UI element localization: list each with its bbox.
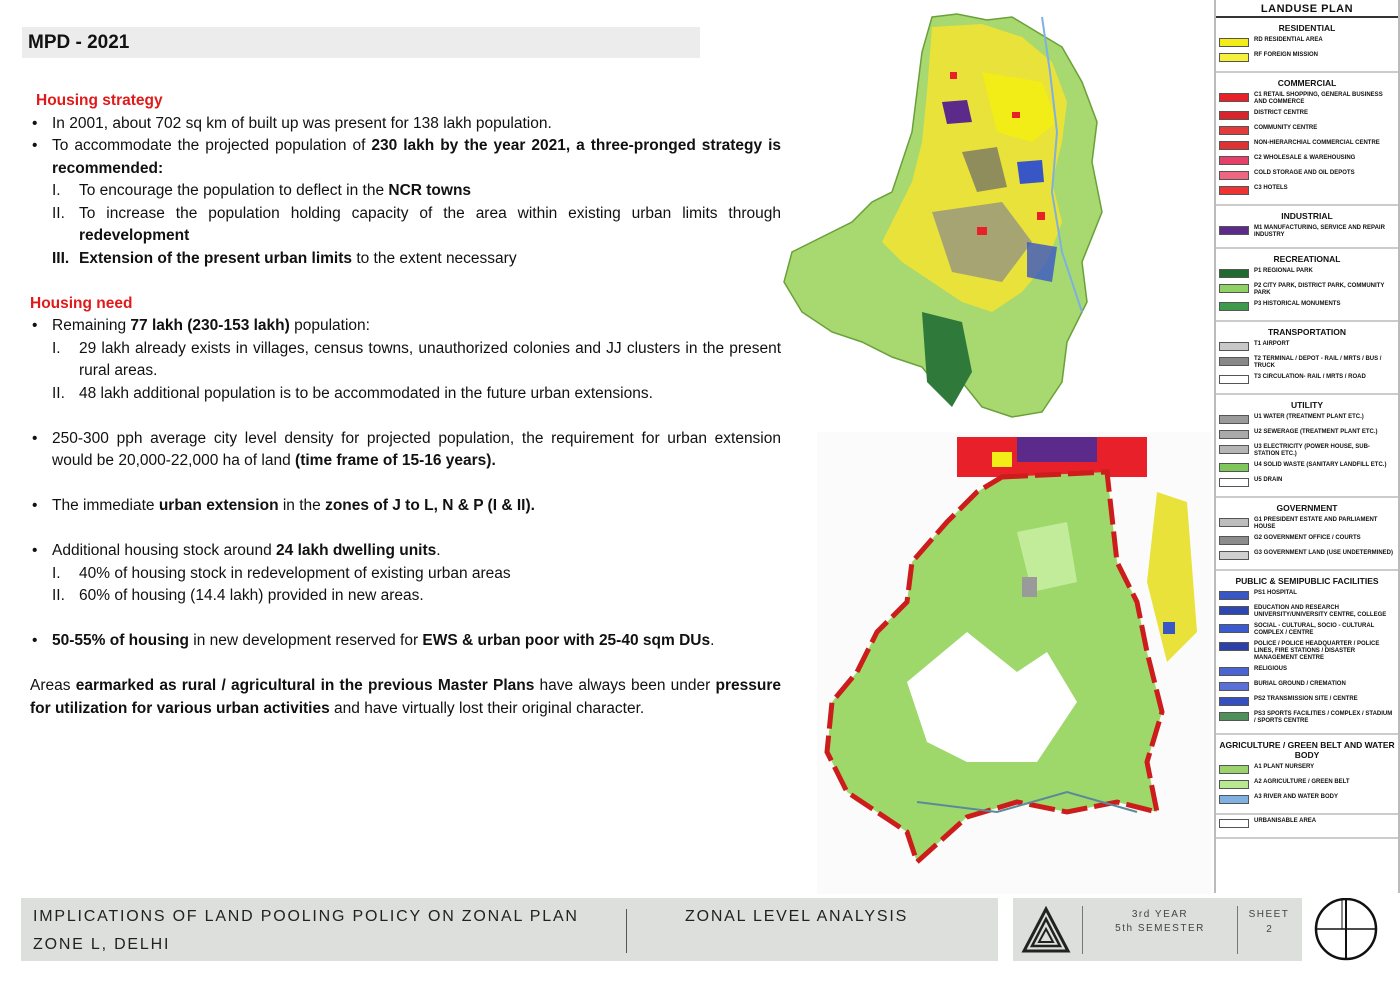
triangle-logo-icon — [1021, 906, 1071, 954]
legend-swatch — [1219, 591, 1249, 600]
legend-group — [1216, 18, 1398, 73]
sub-item-ncr: I. To encourage the population to deflect in the NCR towns — [52, 182, 472, 199]
legend-swatch — [1219, 302, 1249, 311]
legend-item — [1219, 92, 1395, 106]
legend-item-label: URBANISABLE AREA — [1254, 818, 1317, 824]
legend-swatch — [1219, 642, 1249, 651]
legend-item-label: C3 HOTELS — [1254, 185, 1288, 191]
legend-swatch — [1219, 712, 1249, 721]
legend-swatch — [1219, 606, 1249, 615]
legend-item — [1219, 444, 1395, 458]
legend-swatch — [1219, 667, 1249, 676]
legend-swatch — [1219, 126, 1249, 135]
legend-item-label: M1 MANUFACTURING, SERVICE AND REPAIR INDUSTRY — [1254, 225, 1385, 238]
legend-item — [1219, 170, 1395, 181]
legend-item-label: POLICE / POLICE HEADQUARTER / POLICE LINES, FIRE STATIONS / DISASTER MANAGEMENT CENTRE — [1254, 641, 1380, 661]
legend-swatch — [1219, 682, 1249, 691]
legend-item — [1219, 140, 1395, 151]
footer-info-block — [1013, 898, 1302, 961]
legend-group — [1216, 249, 1398, 322]
housing-need-heading: Housing need — [30, 294, 133, 312]
footer-sheet-label: SHEET — [1248, 909, 1290, 920]
sub-item-new-areas: II. 60% of housing (14.4 lakh) provided in new areas. — [52, 587, 424, 604]
bullet-housing-stock: • Additional housing stock around 24 lakh dwelling units. — [30, 540, 781, 563]
legend-item-label: A1 PLANT NURSERY — [1254, 764, 1315, 770]
legend-swatch — [1219, 186, 1249, 195]
legend-item — [1219, 462, 1395, 473]
legend-item-label: T2 TERMINAL / DEPOT - RAIL / MRTS / BUS / TRUCK — [1254, 356, 1382, 369]
legend-group — [1216, 815, 1398, 839]
legend-swatch — [1219, 226, 1249, 235]
legend-item-label: C2 WHOLESALE & WAREHOUSING — [1254, 155, 1356, 161]
legend-item-label: RF FOREIGN MISSION — [1254, 52, 1319, 58]
legend-swatch — [1219, 38, 1249, 47]
legend-swatch — [1219, 375, 1249, 384]
legend-group — [1216, 735, 1398, 815]
legend-item-label: A3 RIVER AND WATER BODY — [1254, 794, 1339, 800]
legend-item — [1219, 550, 1395, 561]
legend-swatch — [1219, 536, 1249, 545]
legend-item — [1219, 794, 1395, 805]
legend-item-label: U1 WATER (TREATMENT PLANT ETC.) — [1254, 414, 1364, 420]
legend-group-title: RESIDENTIAL — [1278, 23, 1336, 33]
legend-swatch — [1219, 342, 1249, 351]
sub-item-redevelopment-stock: I. 40% of housing stock in redevelopment of existing urban areas — [52, 564, 511, 582]
text-content — [30, 90, 781, 720]
legend-swatch — [1219, 819, 1249, 828]
legend-item-label: PS2 TRANSMISSION SITE / CENTRE — [1254, 696, 1358, 702]
legend-group-title: AGRICULTURE / GREEN BELT AND WATER BODY — [1219, 740, 1395, 760]
legend-item — [1219, 374, 1395, 385]
legend-item — [1219, 225, 1395, 239]
bullet-builtup: • In 2001, about 702 sq km of built up was present for 138 lakh population. — [30, 113, 781, 136]
legend-item — [1219, 356, 1395, 370]
landuse-legend — [1214, 0, 1400, 893]
housing-strategy-heading: Housing strategy — [36, 92, 163, 109]
legend-swatch — [1219, 415, 1249, 424]
legend-item-label: DISTRICT CENTRE — [1254, 110, 1308, 116]
legend-swatch — [1219, 430, 1249, 439]
legend-item-label: RELIGIOUS — [1254, 666, 1288, 672]
legend-item — [1219, 341, 1395, 352]
legend-swatch — [1219, 463, 1249, 472]
legend-item — [1219, 414, 1395, 425]
legend-item-label: U4 SOLID WASTE (SANITARY LANDFILL ETC.) — [1254, 462, 1387, 468]
legend-item — [1219, 681, 1395, 692]
legend-item — [1219, 301, 1395, 312]
legend-item — [1219, 268, 1395, 279]
legend-swatch — [1219, 551, 1249, 560]
zone-l-map — [817, 432, 1212, 894]
legend-item — [1219, 283, 1395, 297]
bullet-projected-population: • To accommodate the projected population of 230 lakh by the year 2021, a three-pronged strategy is recommended: — [30, 135, 781, 180]
legend-item-label: A2 AGRICULTURE / GREEN BELT — [1254, 779, 1350, 785]
legend-item-label: G3 GOVERNMENT LAND (USE UNDETERMINED) — [1254, 550, 1394, 556]
legend-item-label: G2 GOVERNMENT OFFICE / COURTS — [1254, 535, 1361, 541]
page-title: MPD - 2021 — [28, 32, 130, 53]
legend-swatch — [1219, 478, 1249, 487]
legend-title: LANDUSE PLAN — [1216, 0, 1398, 18]
legend-swatch — [1219, 171, 1249, 180]
legend-swatch — [1219, 53, 1249, 62]
bullet-urban-extension: • The immediate urban extension in the zones of J to L, N & P (I & II). — [30, 495, 781, 518]
legend-item — [1219, 429, 1395, 440]
legend-swatch — [1219, 697, 1249, 706]
bullet-density: • 250-300 pph average city level density for projected population, the requirement for urban extension would be 20,000-22,000 ha of land (time frame of 15-16 years). — [30, 428, 781, 473]
legend-item-label: BURIAL GROUND / CREMATION — [1254, 681, 1346, 687]
legend-swatch — [1219, 156, 1249, 165]
legend-item — [1219, 623, 1395, 637]
legend-item-label: U2 SEWERAGE (TREATMENT PLANT ETC.) — [1254, 429, 1378, 435]
legend-item — [1219, 37, 1395, 48]
legend-item — [1219, 666, 1395, 677]
legend-group — [1216, 73, 1398, 206]
legend-swatch — [1219, 624, 1249, 633]
footer-zone: ZONE L, DELHI — [33, 936, 171, 953]
legend-swatch — [1219, 795, 1249, 804]
legend-item — [1219, 779, 1395, 790]
footer-semester: 5th SEMESTER — [1115, 923, 1205, 934]
legend-swatch — [1219, 357, 1249, 366]
legend-group-title: UTILITY — [1290, 400, 1324, 410]
legend-group-title: GOVERNMENT — [1276, 503, 1338, 513]
legend-group — [1216, 395, 1398, 498]
legend-item-label: PS1 HOSPITAL — [1254, 590, 1297, 596]
legend-group — [1216, 498, 1398, 571]
legend-item-label: G1 PRESIDENT ESTATE AND PARLIAMENT HOUSE — [1254, 517, 1378, 530]
legend-item-label: EDUCATION AND RESEARCH UNIVERSITY/UNIVERSITY CENTRE, COLLEGE — [1254, 605, 1387, 618]
legend-item-label: T1 AIRPORT — [1254, 341, 1290, 347]
legend-item — [1219, 185, 1395, 196]
legend-item-label: P3 HISTORICAL MONUMENTS — [1254, 301, 1341, 307]
legend-item-label: U3 ELECTRICITY (POWER HOUSE, SUB-STATION ETC.) — [1254, 444, 1370, 457]
legend-item-label: RD RESIDENTIAL AREA — [1254, 37, 1323, 43]
legend-swatch — [1219, 780, 1249, 789]
legend-item — [1219, 641, 1395, 662]
legend-item-label: C1 RETAIL SHOPPING, GENERAL BUSINESS AND COMMERCE — [1254, 92, 1383, 105]
legend-item-label: P1 REGIONAL PARK — [1254, 268, 1313, 274]
legend-item-label: SOCIAL - CULTURAL, SOCIO - CULTURAL COMPLEX / CENTRE — [1254, 623, 1375, 636]
legend-item — [1219, 125, 1395, 136]
sub-item-additional-lakh: II. 48 lakh additional population is to be accommodated in the future urban extensions. — [52, 384, 653, 402]
legend-item — [1219, 477, 1395, 488]
legend-group — [1216, 206, 1398, 249]
legend-item-label: T3 CIRCULATION- RAIL / MRTS / ROAD — [1254, 374, 1366, 380]
legend-item — [1219, 605, 1395, 619]
sub-item-existing-lakh: I. 29 lakh already exists in villages, census towns, unauthorized colonies and JJ clusters in the present rural areas. — [52, 339, 781, 379]
legend-swatch — [1219, 111, 1249, 120]
legend-item — [1219, 517, 1395, 531]
bullet-remaining-population: • Remaining 77 lakh (230-153 lakh) population: — [30, 315, 781, 338]
north-arrow-icon — [1313, 898, 1379, 964]
legend-item-label: U5 DRAIN — [1254, 477, 1283, 483]
footer-title-block — [21, 898, 998, 961]
legend-item-label: PS3 SPORTS FACILITIES / COMPLEX / STADIUM / SPORTS CENTRE — [1254, 711, 1393, 724]
legend-item — [1219, 110, 1395, 121]
legend-item-label: NON-HIERARCHIAL COMMERCIAL CENTRE — [1254, 140, 1380, 146]
legend-item-label: COMMUNITY CENTRE — [1254, 125, 1318, 131]
legend-swatch — [1219, 765, 1249, 774]
legend-group-title: COMMERCIAL — [1277, 78, 1337, 88]
legend-item-label: P2 CITY PARK, DISTRICT PARK, COMMUNITY PARK — [1254, 283, 1385, 296]
legend-group — [1216, 571, 1398, 735]
sub-item-redevelopment: II. To increase the population holding capacity of the area within existing urban limits through redevelopment — [52, 204, 781, 244]
legend-item — [1219, 535, 1395, 546]
legend-item — [1219, 52, 1395, 63]
footer-analysis: ZONAL LEVEL ANALYSIS — [685, 908, 909, 925]
closing-paragraph: Areas earmarked as rural / agricultural in the previous Master Plans have always been under pressure for utilization for various urban activities and have virtually lost their original character. — [30, 677, 781, 717]
legend-group-title: TRANSPORTATION — [1267, 327, 1347, 337]
footer-project-title: IMPLICATIONS OF LAND POOLING POLICY ON ZONAL PLAN — [33, 908, 579, 925]
sub-item-extension: III. Extension of the present urban limits to the extent necessary — [52, 249, 517, 267]
legend-group-title: RECREATIONAL — [1273, 254, 1341, 264]
legend-item-label: COLD STORAGE AND OIL DEPOTS — [1254, 170, 1355, 176]
legend-swatch — [1219, 141, 1249, 150]
legend-item — [1219, 155, 1395, 166]
footer-year: 3rd YEAR — [1131, 909, 1189, 920]
legend-swatch — [1219, 269, 1249, 278]
legend-group-title: INDUSTRIAL — [1281, 211, 1333, 221]
footer-divider — [626, 909, 627, 953]
delhi-landuse-map — [782, 12, 1112, 422]
title-bar — [22, 27, 700, 58]
legend-swatch — [1219, 93, 1249, 102]
footer-sheet-number: 2 — [1266, 924, 1272, 935]
legend-item — [1219, 818, 1395, 829]
legend-swatch — [1219, 284, 1249, 293]
legend-item — [1219, 711, 1395, 725]
bullet-ews: • 50-55% of housing in new development reserved for EWS & urban poor with 25-40 sqm DUs. — [30, 630, 781, 653]
legend-swatch — [1219, 445, 1249, 454]
legend-item — [1219, 590, 1395, 601]
legend-swatch — [1219, 518, 1249, 527]
legend-item — [1219, 764, 1395, 775]
legend-group-title: PUBLIC & SEMIPUBLIC FACILITIES — [1235, 576, 1379, 586]
legend-group — [1216, 322, 1398, 395]
legend-item — [1219, 696, 1395, 707]
